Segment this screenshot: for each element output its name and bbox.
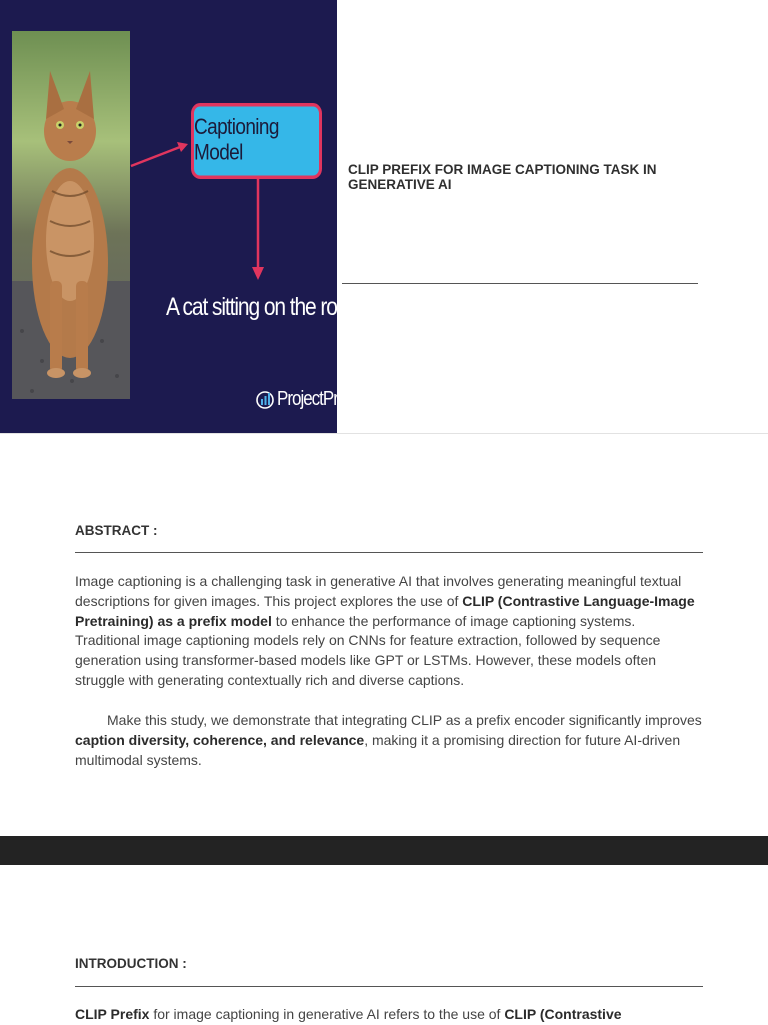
brand-name: ProjectPro [277, 387, 347, 410]
abstract-paragraph-2 [75, 711, 703, 770]
projectpro-logo-icon [256, 388, 274, 410]
captioning-model-box [191, 103, 322, 179]
bold-text-run: caption diversity, coherence, and relevance [75, 731, 365, 748]
page-separator-band [0, 836, 768, 865]
bold-text-run: CLIP (Contrastive [504, 1006, 622, 1022]
introduction-heading: INTRODUCTION : [75, 956, 187, 971]
introduction-divider [75, 986, 703, 987]
introduction-paragraph-1 [75, 1005, 703, 1025]
abstract-paragraph-1 [75, 572, 703, 691]
text-run: to enhance the performance of image captioning systems. Traditional image captioning models rely on CNNs for feature extraction, followed by sequence generation using transformer-based models like GPT or LSTMs. However, these models often struggle with generating contextually rich and diverse captions. [75, 612, 661, 688]
abstract-heading: ABSTRACT : [75, 523, 158, 538]
cover-image [0, 0, 358, 433]
diagram-caption: A cat sitting on the road [166, 293, 358, 322]
cover-page [0, 0, 768, 434]
text-run: , making it a promising direction for future AI-driven multimodal systems. [75, 731, 681, 768]
document-title: CLIP PREFIX FOR IMAGE CAPTIONING TASK IN GENERATIVE AI [348, 162, 657, 192]
abstract-divider [75, 552, 703, 553]
text-run: Image captioning is a challenging task in generative AI that involves generating meaningful textual descriptions for given images. This project explores the use of [75, 573, 682, 609]
title-divider [342, 283, 698, 284]
captioning-model-label: Captioning Model [194, 115, 279, 166]
bold-text-run: CLIP Prefix [75, 1006, 150, 1022]
text-run: Make this study, we demonstrate that integrating CLIP as a prefix encoder significantly improves [107, 712, 702, 728]
bold-text-run: CLIP (Contrastive Language-Image Pretraining) as a prefix model [75, 592, 695, 629]
text-run: for image captioning in generative AI refers to the use of [149, 1006, 505, 1022]
diagram-arrows [0, 0, 358, 433]
brand-logo [256, 388, 346, 410]
